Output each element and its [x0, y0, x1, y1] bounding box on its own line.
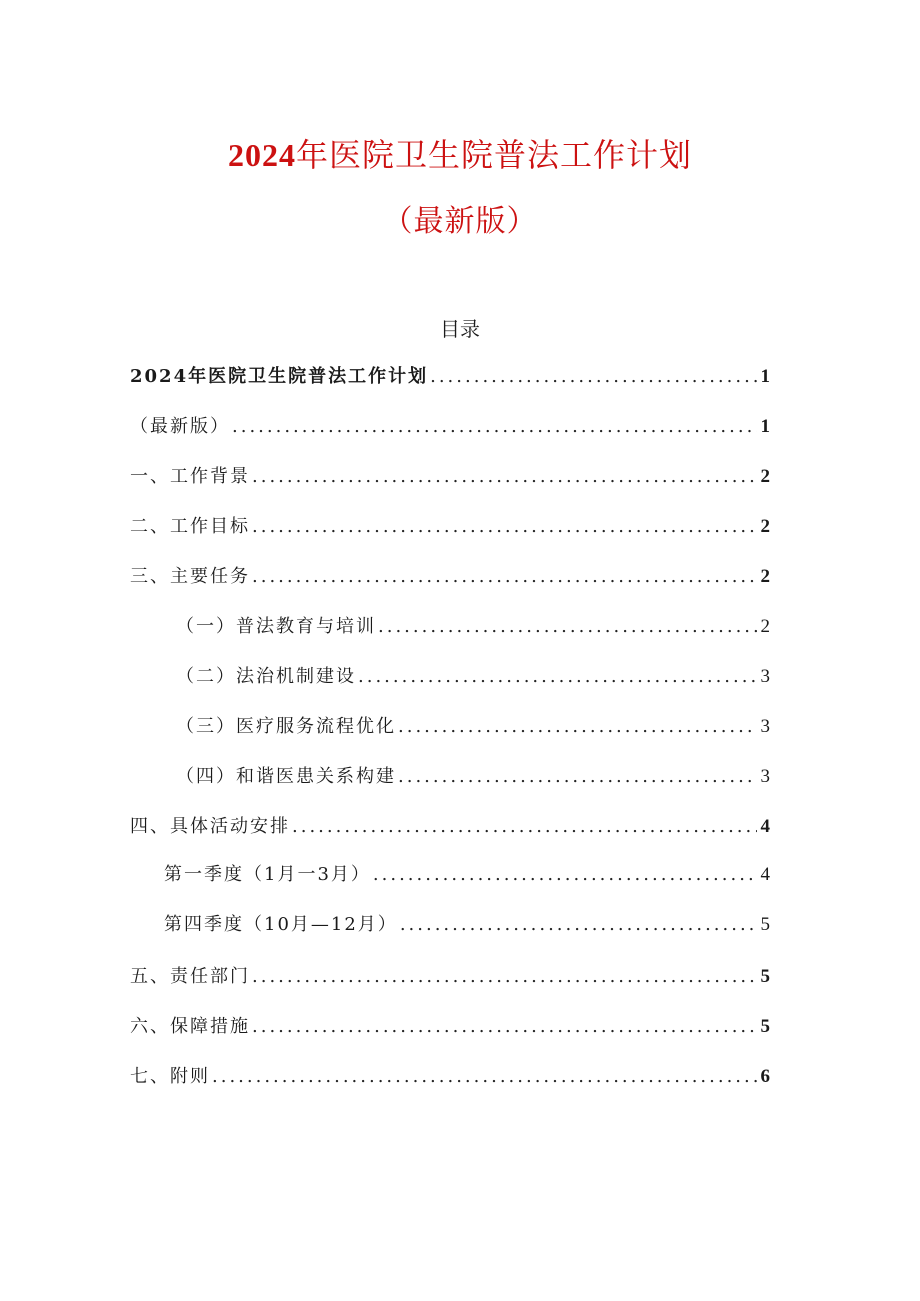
toc-leader-dots [398, 766, 757, 787]
toc-entry-label: 2024年医院卫生院普法工作计划 [130, 366, 429, 387]
toc-leader-dots [212, 1066, 757, 1087]
toc-entry-label: 第四季度（10月—12月） [164, 914, 398, 935]
toc-entry-label: （四）和谐医患关系构建 [176, 766, 396, 787]
toc-entry-task-1[interactable] [176, 612, 770, 642]
toc-leader-dots [358, 666, 757, 687]
toc-leader-dots [292, 816, 757, 837]
toc-heading: 目录 [440, 317, 480, 341]
toc-leader-dots [252, 516, 757, 537]
toc-leader-dots [430, 366, 756, 387]
toc-entry-label: （最新版） [130, 416, 230, 437]
toc-entry-label: 四、具体活动安排 [130, 816, 290, 837]
toc-entry-label: （三）医疗服务流程优化 [176, 716, 396, 737]
document-subtitle: （最新版） [382, 204, 538, 239]
toc-entry-page: 5 [760, 914, 770, 935]
toc-entry-safeguards[interactable] [130, 1012, 770, 1042]
toc-entry-q4[interactable] [164, 910, 770, 940]
toc-entry-page: 2 [760, 516, 770, 537]
toc-entry-task-3[interactable] [176, 712, 770, 742]
toc-entry-label: 六、保障措施 [130, 1016, 250, 1037]
toc-entry-background[interactable] [130, 462, 770, 492]
toc-entry-label: 五、责任部门 [130, 966, 250, 987]
toc-leader-dots [252, 966, 757, 987]
toc-entry-page: 3 [760, 716, 770, 737]
title-text: 年医院卫生院普法工作计划 [295, 136, 692, 174]
toc-entry-page: 3 [760, 766, 770, 787]
toc-leader-dots [232, 416, 757, 437]
toc-entry-label: 七、附则 [130, 1066, 210, 1087]
toc-leader-dots [252, 466, 757, 487]
toc-entry-page: 3 [760, 666, 770, 687]
toc-entry-activities[interactable] [130, 812, 770, 842]
toc-entry-q1[interactable] [164, 860, 770, 890]
toc-entry-page: 2 [760, 616, 770, 637]
toc-entry-page: 1 [760, 416, 770, 437]
toc-entry-appendix[interactable] [130, 1062, 770, 1092]
toc-entry-page: 2 [760, 566, 770, 587]
toc-leader-dots [373, 864, 757, 885]
toc-leader-dots [378, 616, 757, 637]
toc-entry-label: 一、工作背景 [130, 466, 250, 487]
toc-entry-page: 4 [760, 864, 770, 885]
title-year: 2024 [227, 137, 296, 173]
toc-entry-page: 4 [760, 816, 770, 837]
toc-leader-dots [398, 716, 757, 737]
toc-entry-label: 二、工作目标 [130, 516, 250, 537]
document-title [0, 130, 920, 176]
toc-entry-page: 5 [760, 966, 770, 987]
toc-entry-page: 2 [760, 466, 770, 487]
toc-entry-goals[interactable] [130, 512, 770, 542]
toc-entry-label: 三、主要任务 [130, 566, 250, 587]
toc-entry-departments[interactable] [130, 962, 770, 992]
toc-entry-task-2[interactable] [176, 662, 770, 692]
toc-entry-page: 6 [760, 1066, 770, 1087]
toc-entry-label: （一）普法教育与培训 [176, 616, 376, 637]
toc-entry-subtitle[interactable] [130, 412, 770, 442]
toc-entry-main-tasks[interactable] [130, 562, 770, 592]
toc-leader-dots [400, 914, 757, 935]
toc-entry-title[interactable] [130, 362, 770, 392]
toc-entry-label: （二）法治机制建设 [176, 666, 356, 687]
toc-entry-label: 第一季度（1月一3月） [164, 864, 371, 885]
toc-leader-dots [252, 566, 757, 587]
toc-entry-task-4[interactable] [176, 762, 770, 792]
toc-entry-page: 1 [760, 366, 770, 387]
toc-leader-dots [252, 1016, 757, 1037]
toc-entry-page: 5 [760, 1016, 770, 1037]
